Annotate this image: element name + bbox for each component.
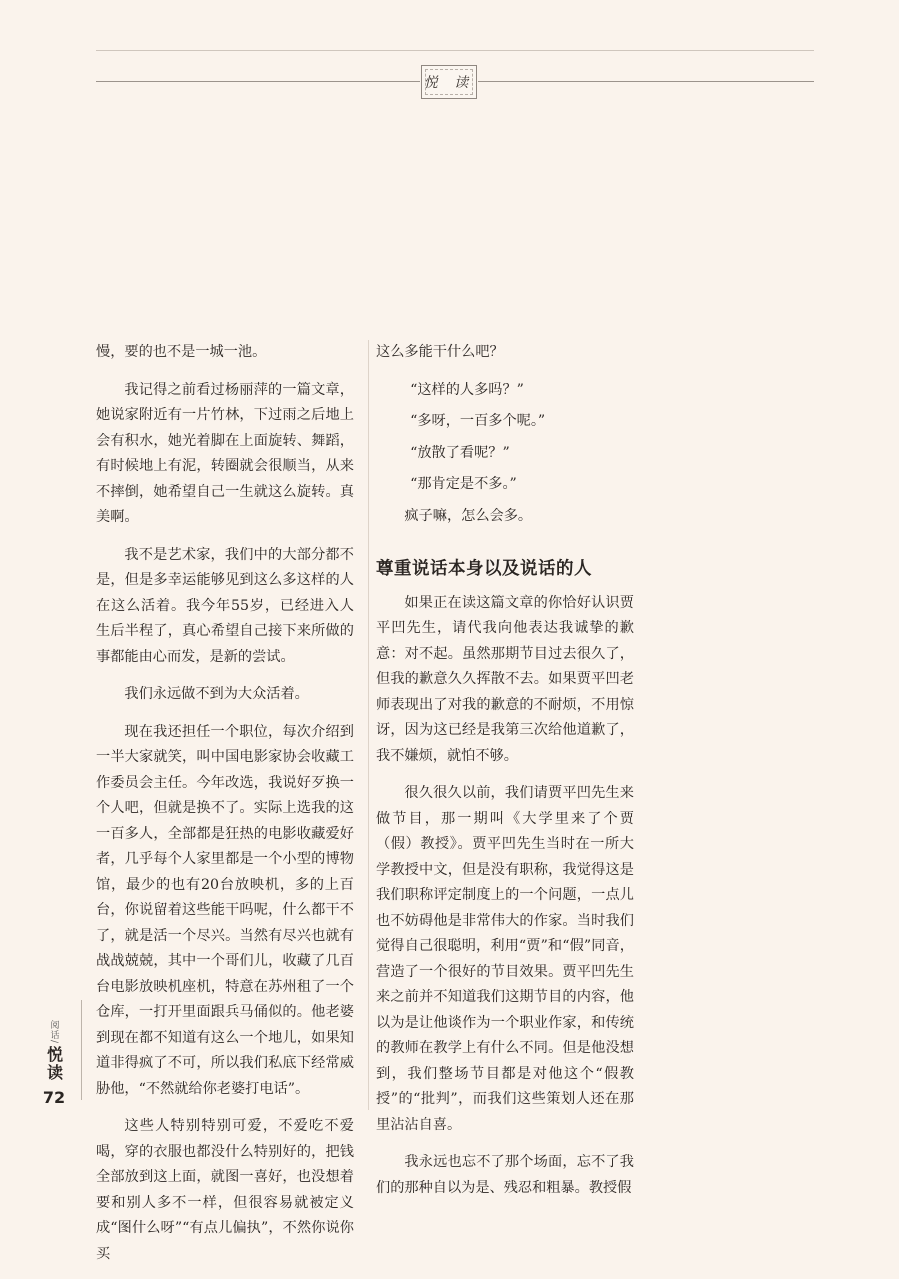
paragraph: 我不是艺术家，我们中的大部分都不是，但是多幸运能够见到这么多这样的人在这么活着。我今年55岁，已经进入人生后半程了，真心希望自己接下来所做的事都能由心而发，是新的尝试。 xyxy=(96,546,354,665)
section-heading: 尊重说话本身以及说话的人 xyxy=(376,559,592,579)
left-column xyxy=(96,340,354,1279)
paragraph: 很久很久以前，我们请贾平凹先生来做节目，那一期叫《大学里来了个贾（假）教授》。贾平凹先生当时在一所大学教授中文，但是没有职称，我觉得这是我们职称评定制度上的一个问题，一点儿也不妨碍他是非常伟大的作家。当时我们觉得自己很聪明，利用“贾”和“假”同音，营造了一个很好的节目效果。贾平凹先生来之前并不知道我们这期节目的内容，他以为是让他谈作为一个职业作家，和传统的教师在教学上有什么不同。但是他没想到，我们整场节目都是对他这个“假教授”的“批判”，而我们这些策划人还在那里沾沾自喜。 xyxy=(376,785,634,1133)
paragraph: 慢，要的也不是一城一池。 xyxy=(96,344,267,360)
column-divider xyxy=(368,340,369,1110)
dialogue-line: “这样的人多吗？” xyxy=(410,381,524,398)
section-tag xyxy=(421,65,477,99)
folio-magazine: 阅话/ xyxy=(48,1020,59,1045)
header-rule-left xyxy=(96,81,420,82)
paragraph: 疯子嘛，怎么会多。 xyxy=(404,507,533,524)
page-folio xyxy=(40,1020,68,1107)
right-column xyxy=(376,340,634,1213)
folio-section: 悦读 xyxy=(44,1046,64,1083)
header-rule-right xyxy=(478,81,814,82)
dialogue-line: “多呀，一百多个呢。” xyxy=(410,413,546,429)
dialogue-line: “那肯定是不多。” xyxy=(410,476,517,492)
paragraph: 我们永远做不到为大众活着。 xyxy=(124,686,309,702)
page-number: 72 xyxy=(42,1088,66,1108)
section-tag-label: 悦 读 xyxy=(423,75,475,91)
header-top-rule xyxy=(96,50,814,51)
paragraph: 我记得之前看过杨丽萍的一篇文章，她说家附近有一片竹林，下过雨之后地上会有积水，她光着脚在上面旋转、舞蹈，有时候地上有泥，转圈就会很顺当，从来不摔倒，她希望自己一生就这么旋转。真美啊。 xyxy=(96,381,354,525)
dialogue-line: “放散了看呢？” xyxy=(410,444,510,461)
paragraph: 如果正在读这篇文章的你恰好认识贾平凹先生，请代我向他表达我诚挚的歉意：对不起。虽然那期节目过去很久了，但我的歉意久久挥散不去。如果贾平凹老师表现出了对我的歉意的不耐烦，不用惊讶，因为这已经是我第三次给他道歉了，我不嫌烦，就怕不够。 xyxy=(376,594,634,764)
folio-rule xyxy=(81,1000,82,1100)
paragraph: 我永远也忘不了那个场面，忘不了我们的那种自以为是、残忍和粗暴。教授假 xyxy=(376,1154,634,1196)
paragraph: 现在我还担任一个职位，每次介绍到一半大家就笑，叫中国电影家协会收藏工作委员会主任。今年改选，我说好歹换一个人吧，但就是换不了。实际上选我的这一百多人，全部都是狂热的电影收藏爱好者，几乎每个人家里都是一个小型的博物馆，最少的也有20台放映机，多的上百台，你说留着这些能干吗呢，什么都干不了，就是活一个尽兴。当然有尽兴也就有战战兢兢，其中一个哥们儿，收藏了几百台电影放映机座机，特意在苏州租了一个仓库，一打开里面跟兵马俑似的。他老婆到现在都不知道有这么一个地儿，如果知道非得疯了不可，所以我们私底下经常威胁他，“不然就给你老婆打电话”。 xyxy=(96,723,354,1097)
paragraph: 这么多能干什么吧？ xyxy=(376,344,504,360)
paragraph: 这些人特别特别可爱，不爱吃不爱喝，穿的衣服也都没什么特别好的，把钱全部放到这上面，就图一喜好，也没想着要和别人多不一样，但很容易就被定义成“图什么呀”“有点儿偏执”，不然你说你买 xyxy=(96,1118,354,1262)
